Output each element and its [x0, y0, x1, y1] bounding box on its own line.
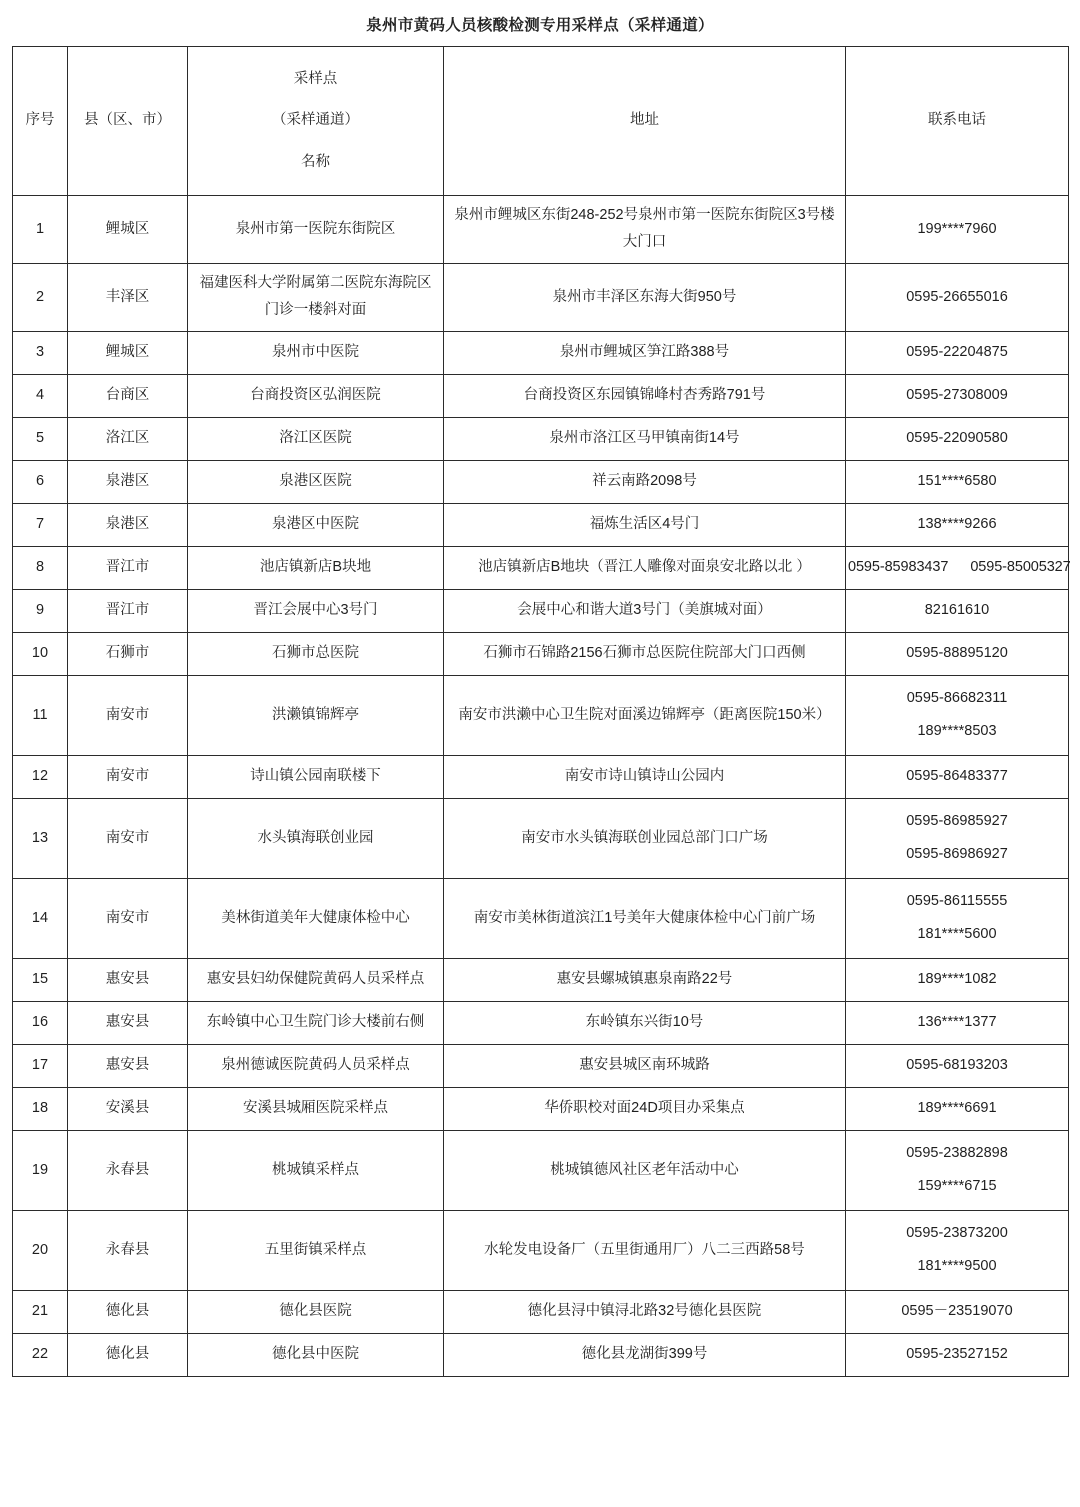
table-header-row	[13, 46, 1069, 195]
cell-phone-primary: 0595-85983437	[848, 559, 949, 576]
cell-index: 15	[13, 958, 68, 1001]
cell-phone-secondary: 159****6715	[917, 1178, 997, 1195]
cell-district: 德化县	[68, 1333, 188, 1376]
cell-address: 惠安县城区南环城路	[444, 1044, 846, 1087]
cell-phone	[846, 546, 1069, 589]
table-row	[13, 632, 1069, 675]
cell-address: 祥云南路2098号	[444, 460, 846, 503]
table-row	[13, 755, 1069, 798]
page-title: 泉州市黄码人员核酸检测专用采样点（采样通道）	[366, 17, 714, 34]
cell-name: 德化县医院	[188, 1290, 444, 1333]
cell-index: 20	[13, 1210, 68, 1290]
table-row	[13, 1290, 1069, 1333]
cell-phone: 0595-27308009	[846, 374, 1069, 417]
cell-name: 美林街道美年大健康体检中心	[188, 878, 444, 958]
cell-name-line2: 门诊一楼斜对面	[264, 302, 367, 319]
table-row	[13, 1001, 1069, 1044]
cell-phone: 0595-23527152	[846, 1333, 1069, 1376]
cell-name: 泉港区中医院	[188, 503, 444, 546]
cell-name: 洪濑镇锦辉亭	[188, 675, 444, 755]
cell-phone	[846, 798, 1069, 878]
cell-address: 泉州市丰泽区东海大街950号	[444, 263, 846, 331]
cell-phone: 0595-86483377	[846, 755, 1069, 798]
cell-address: 南安市洪濑中心卫生院对面溪边锦辉亭（距离医院150米）	[444, 675, 846, 755]
cell-index: 19	[13, 1130, 68, 1210]
cell-address: 华侨职校对面24D项目办采集点	[444, 1087, 846, 1130]
cell-phone-secondary: 181****5600	[917, 926, 997, 943]
cell-phone: 0595-26655016	[846, 263, 1069, 331]
cell-name: 泉州德诚医院黄码人员采样点	[188, 1044, 444, 1087]
cell-address-line2: 大门口	[622, 234, 667, 251]
cell-name: 五里街镇采样点	[188, 1210, 444, 1290]
cell-name: 泉港区医院	[188, 460, 444, 503]
cell-index: 11	[13, 675, 68, 755]
table-row	[13, 1044, 1069, 1087]
cell-index: 2	[13, 263, 68, 331]
column-header-name	[188, 46, 444, 195]
cell-phone: 0595-68193203	[846, 1044, 1069, 1087]
table-row	[13, 1087, 1069, 1130]
cell-index: 8	[13, 546, 68, 589]
cell-district: 鲤城区	[68, 195, 188, 263]
table-row	[13, 1210, 1069, 1290]
column-header-address: 地址	[444, 46, 846, 195]
cell-name: 晋江会展中心3号门	[188, 589, 444, 632]
cell-address: 台商投资区东园镇锦峰村杏秀路791号	[444, 374, 846, 417]
table-row	[13, 263, 1069, 331]
table-row	[13, 374, 1069, 417]
cell-index: 17	[13, 1044, 68, 1087]
cell-district: 永春县	[68, 1210, 188, 1290]
cell-address: 东岭镇东兴街10号	[444, 1001, 846, 1044]
cell-index: 3	[13, 331, 68, 374]
cell-phone-secondary: 0595-86986927	[906, 846, 1008, 863]
cell-name: 台商投资区弘润医院	[188, 374, 444, 417]
table-row	[13, 798, 1069, 878]
cell-district: 惠安县	[68, 958, 188, 1001]
cell-district: 惠安县	[68, 1001, 188, 1044]
cell-phone-primary: 0595-86115555	[906, 893, 1008, 910]
cell-address	[444, 195, 846, 263]
cell-district: 南安市	[68, 878, 188, 958]
cell-address: 惠安县螺城镇惠泉南路22号	[444, 958, 846, 1001]
cell-name: 泉州市第一医院东街院区	[188, 195, 444, 263]
cell-address: 池店镇新店B地块（晋江人雕像对面泉安北路以北 ）	[444, 546, 846, 589]
cell-phone: 189****1082	[846, 958, 1069, 1001]
cell-phone-primary: 0595-23882898	[906, 1145, 1008, 1162]
cell-name: 洛江区医院	[188, 417, 444, 460]
cell-index: 4	[13, 374, 68, 417]
cell-phone	[846, 1130, 1069, 1210]
table-row	[13, 460, 1069, 503]
cell-index: 12	[13, 755, 68, 798]
cell-phone	[846, 878, 1069, 958]
cell-address: 德化县浔中镇浔北路32号德化县医院	[444, 1290, 846, 1333]
table-body	[13, 195, 1069, 1376]
cell-name: 惠安县妇幼保健院黄码人员采样点	[188, 958, 444, 1001]
cell-district: 惠安县	[68, 1044, 188, 1087]
cell-address: 桃城镇德风社区老年活动中心	[444, 1130, 846, 1210]
table-row	[13, 1333, 1069, 1376]
cell-index: 22	[13, 1333, 68, 1376]
cell-district: 鲤城区	[68, 331, 188, 374]
table-row	[13, 331, 1069, 374]
cell-district: 德化县	[68, 1290, 188, 1333]
table-row	[13, 589, 1069, 632]
cell-address: 南安市诗山镇诗山公园内	[444, 755, 846, 798]
cell-district: 洛江区	[68, 417, 188, 460]
cell-district: 晋江市	[68, 589, 188, 632]
cell-name: 石狮市总医院	[188, 632, 444, 675]
cell-name: 桃城镇采样点	[188, 1130, 444, 1210]
cell-name: 德化县中医院	[188, 1333, 444, 1376]
cell-address: 福炼生活区4号门	[444, 503, 846, 546]
cell-name: 诗山镇公园南联楼下	[188, 755, 444, 798]
cell-district: 晋江市	[68, 546, 188, 589]
cell-index: 1	[13, 195, 68, 263]
cell-address: 泉州市鲤城区笋江路388号	[444, 331, 846, 374]
cell-address: 会展中心和谐大道3号门（美旗城对面）	[444, 589, 846, 632]
cell-name: 水头镇海联创业园	[188, 798, 444, 878]
cell-index: 14	[13, 878, 68, 958]
table-row	[13, 417, 1069, 460]
cell-phone-secondary: 0595-85005327	[970, 559, 1071, 576]
cell-district: 台商区	[68, 374, 188, 417]
cell-phone: 0595－23519070	[846, 1290, 1069, 1333]
cell-phone: 136****1377	[846, 1001, 1069, 1044]
cell-phone-secondary: 181****9500	[917, 1258, 997, 1275]
cell-address-line1: 泉州市鲤城区东街248-252号泉州市第一医院东街院区3号楼	[454, 207, 835, 224]
cell-index: 10	[13, 632, 68, 675]
cell-index: 18	[13, 1087, 68, 1130]
table-row	[13, 546, 1069, 589]
cell-index: 21	[13, 1290, 68, 1333]
cell-phone-secondary: 189****8503	[917, 723, 997, 740]
cell-district: 南安市	[68, 755, 188, 798]
cell-phone-primary: 0595-86985927	[906, 813, 1008, 830]
table-header	[13, 46, 1069, 195]
cell-name: 池店镇新店B块地	[188, 546, 444, 589]
cell-district: 安溪县	[68, 1087, 188, 1130]
cell-district: 南安市	[68, 675, 188, 755]
cell-phone	[846, 675, 1069, 755]
cell-index: 13	[13, 798, 68, 878]
column-header-name-line2: （采样通道）	[272, 112, 359, 129]
cell-address: 南安市水头镇海联创业园总部门口广场	[444, 798, 846, 878]
cell-address: 德化县龙湖街399号	[444, 1333, 846, 1376]
cell-phone-primary: 0595-23873200	[906, 1225, 1008, 1242]
cell-district: 泉港区	[68, 460, 188, 503]
cell-index: 7	[13, 503, 68, 546]
column-header-phone: 联系电话	[846, 46, 1069, 195]
cell-index: 9	[13, 589, 68, 632]
cell-district: 丰泽区	[68, 263, 188, 331]
table-row	[13, 958, 1069, 1001]
table-row	[13, 675, 1069, 755]
column-header-name-line3: 名称	[301, 153, 330, 170]
cell-address: 南安市美林街道滨江1号美年大健康体检中心门前广场	[444, 878, 846, 958]
sampling-points-table	[12, 46, 1069, 1377]
table-row	[13, 503, 1069, 546]
cell-phone-primary: 0595-86682311	[906, 690, 1008, 707]
cell-phone: 0595-88895120	[846, 632, 1069, 675]
cell-index: 6	[13, 460, 68, 503]
table-row	[13, 195, 1069, 263]
cell-index: 16	[13, 1001, 68, 1044]
cell-district: 石狮市	[68, 632, 188, 675]
cell-phone: 0595-22204875	[846, 331, 1069, 374]
column-header-name-line1: 采样点	[293, 70, 338, 87]
column-header-district: 县（区、市）	[68, 46, 188, 195]
cell-phone	[846, 1210, 1069, 1290]
cell-index: 5	[13, 417, 68, 460]
table-row	[13, 878, 1069, 958]
cell-name: 泉州市中医院	[188, 331, 444, 374]
cell-address: 水轮发电设备厂（五里街通用厂）八二三西路58号	[444, 1210, 846, 1290]
cell-address: 泉州市洛江区马甲镇南街14号	[444, 417, 846, 460]
cell-phone: 199****7960	[846, 195, 1069, 263]
cell-name-line1: 福建医科大学附属第二医院东海院区	[199, 274, 432, 291]
cell-phone: 82161610	[846, 589, 1069, 632]
cell-name	[188, 263, 444, 331]
cell-phone: 189****6691	[846, 1087, 1069, 1130]
cell-name: 东岭镇中心卫生院门诊大楼前右侧	[188, 1001, 444, 1044]
column-header-index: 序号	[13, 46, 68, 195]
cell-district: 南安市	[68, 798, 188, 878]
cell-name: 安溪县城厢医院采样点	[188, 1087, 444, 1130]
cell-district: 永春县	[68, 1130, 188, 1210]
cell-phone: 0595-22090580	[846, 417, 1069, 460]
cell-address: 石狮市石锦路2156石狮市总医院住院部大门口西侧	[444, 632, 846, 675]
table-row	[13, 1130, 1069, 1210]
cell-phone: 151****6580	[846, 460, 1069, 503]
cell-district: 泉港区	[68, 503, 188, 546]
cell-phone: 138****9266	[846, 503, 1069, 546]
